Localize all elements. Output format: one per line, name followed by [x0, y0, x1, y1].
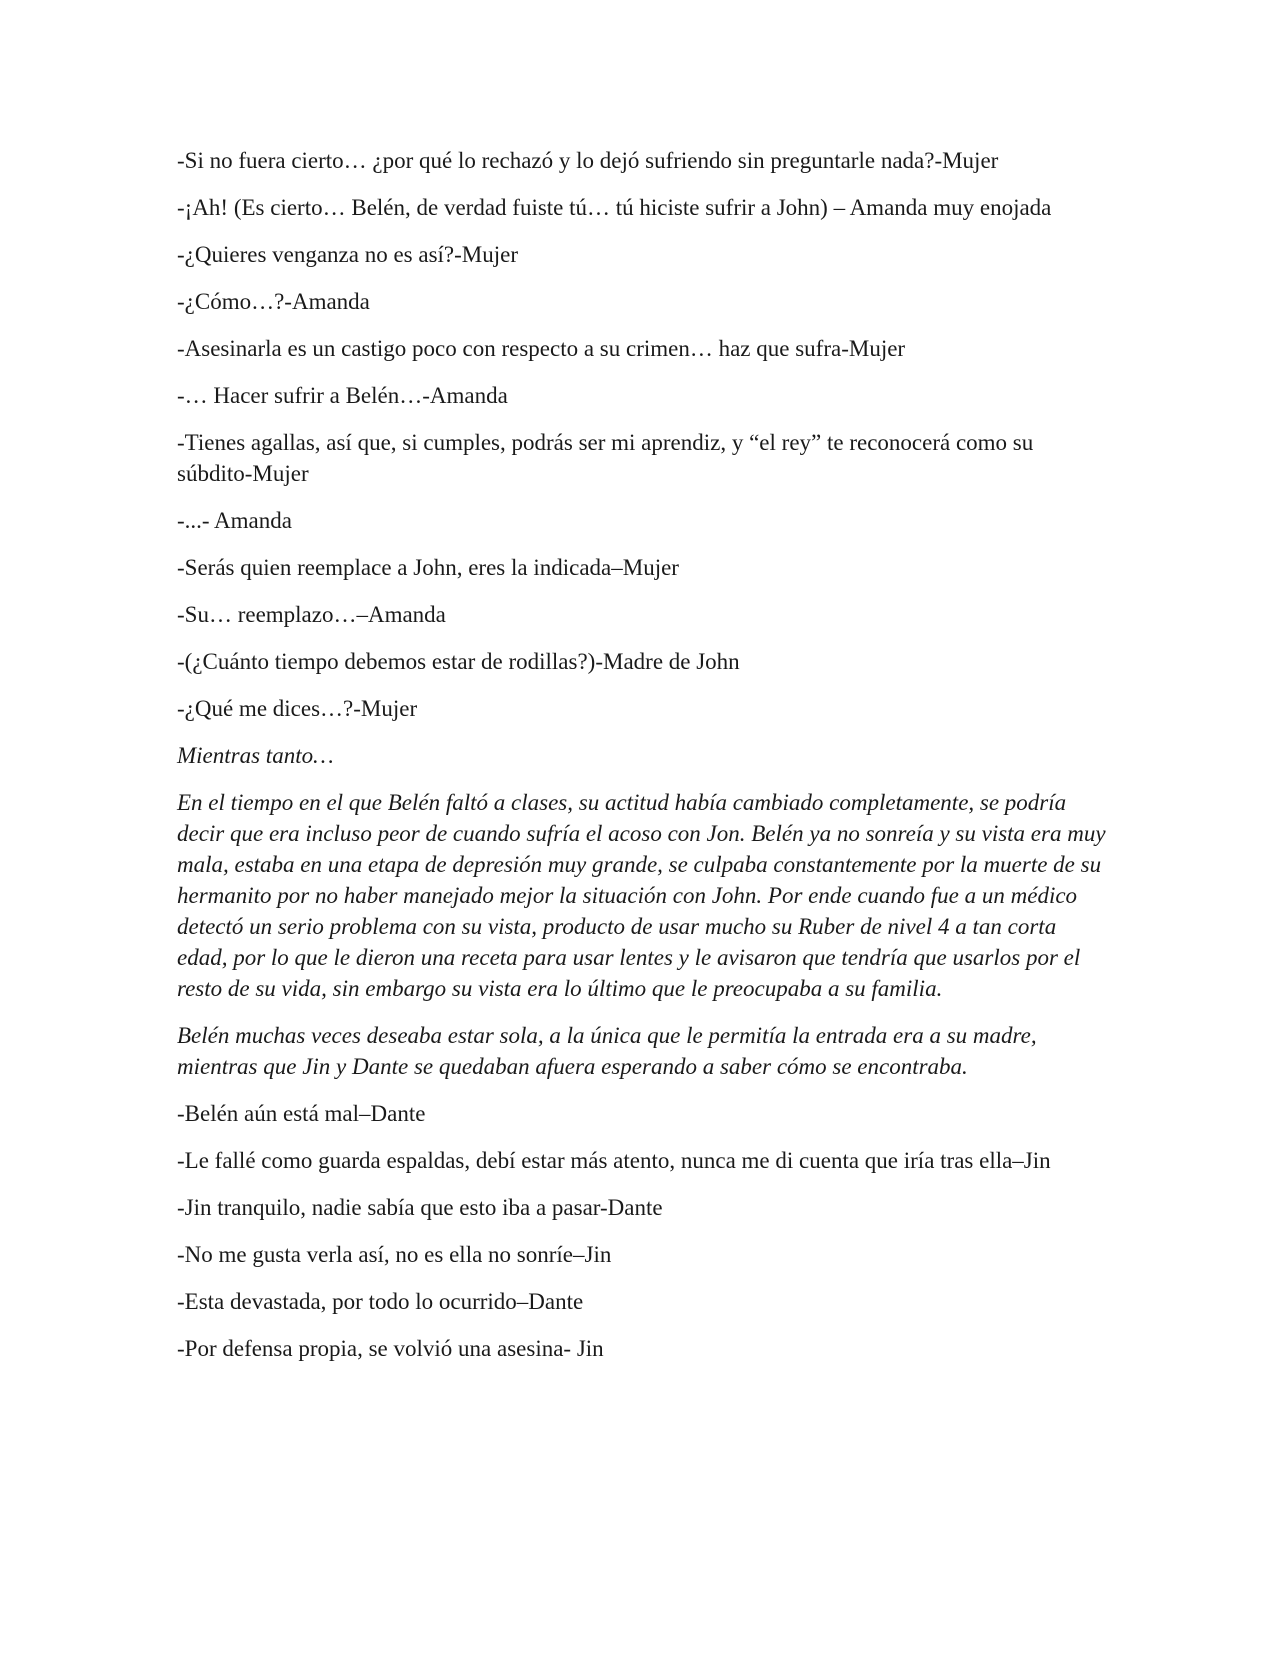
paragraph-6: -… Hacer sufrir a Belén…-Amanda [177, 383, 508, 408]
paragraph-7: -Tienes agallas, así que, si cumples, podrás ser mi aprendiz, y “el rey” te reconocerá como su súbdito-Mujer [177, 430, 1034, 486]
paragraph-4: -¿Cómo…?-Amanda [177, 289, 370, 314]
paragraph-12: -¿Qué me dices…?-Mujer [177, 696, 418, 721]
paragraph-21: -Por defensa propia, se volvió una asesina- Jin [177, 1336, 604, 1361]
paragraph-20: -Esta devastada, por todo lo ocurrido–Dante [177, 1289, 584, 1314]
paragraph-10: -Su… reemplazo…–Amanda [177, 602, 446, 627]
paragraph-11: -(¿Cuánto tiempo debemos estar de rodillas?)-Madre de John [177, 649, 740, 674]
paragraph-17: -Le fallé como guarda espaldas, debí estar más atento, nunca me di cuenta que iría tras ella–Jin [177, 1148, 1051, 1173]
paragraph-18: -Jin tranquilo, nadie sabía que esto iba a pasar-Dante [177, 1195, 663, 1220]
narration-paragraph-1: En el tiempo en el que Belén faltó a clases, su actitud había cambiado completamente, se podría decir que era incluso peor de cuando sufría el acoso con Jon. Belén ya no sonreía y su vista era muy mala, estaba en una etapa de depresión muy grande, se culpaba constantemente por la muerte de su hermanito por no haber manejado mejor la situación con John. Por ende cuando fue a un médico detectó un serio problema con su vista, producto de usar mucho su Ruber de nivel 4 a tan corta edad, por lo que le dieron una receta para usar lentes y le avisaron que tendría que usarlos por el resto de su vida, sin embargo su vista era lo último que le preocupaba a su familia. [177, 790, 1106, 1001]
paragraph-5: -Asesinarla es un castigo poco con respecto a su crimen… haz que sufra-Mujer [177, 336, 906, 361]
paragraph-19: -No me gusta verla así, no es ella no sonríe–Jin [177, 1242, 612, 1267]
narration-heading: Mientras tanto… [177, 743, 334, 768]
paragraph-9: -Serás quien reemplace a John, eres la indicada–Mujer [177, 555, 679, 580]
paragraph-1: -Si no fuera cierto… ¿por qué lo rechazó y lo dejó sufriendo sin preguntarle nada?-Mujer [177, 148, 999, 173]
paragraph-3: -¿Quieres venganza no es así?-Mujer [177, 242, 519, 267]
paragraph-2: -¡Ah! (Es cierto… Belén, de verdad fuiste tú… tú hiciste sufrir a John) – Amanda muy enojada [177, 195, 1052, 220]
paragraph-8: -...- Amanda [177, 508, 292, 533]
narration-paragraph-2: Belén muchas veces deseaba estar sola, a la única que le permitía la entrada era a su madre, mientras que Jin y Dante se quedaban afuera esperando a saber cómo se encontraba. [177, 1023, 1037, 1079]
paragraph-16: -Belén aún está mal–Dante [177, 1101, 426, 1126]
document-body [177, 145, 1107, 1380]
